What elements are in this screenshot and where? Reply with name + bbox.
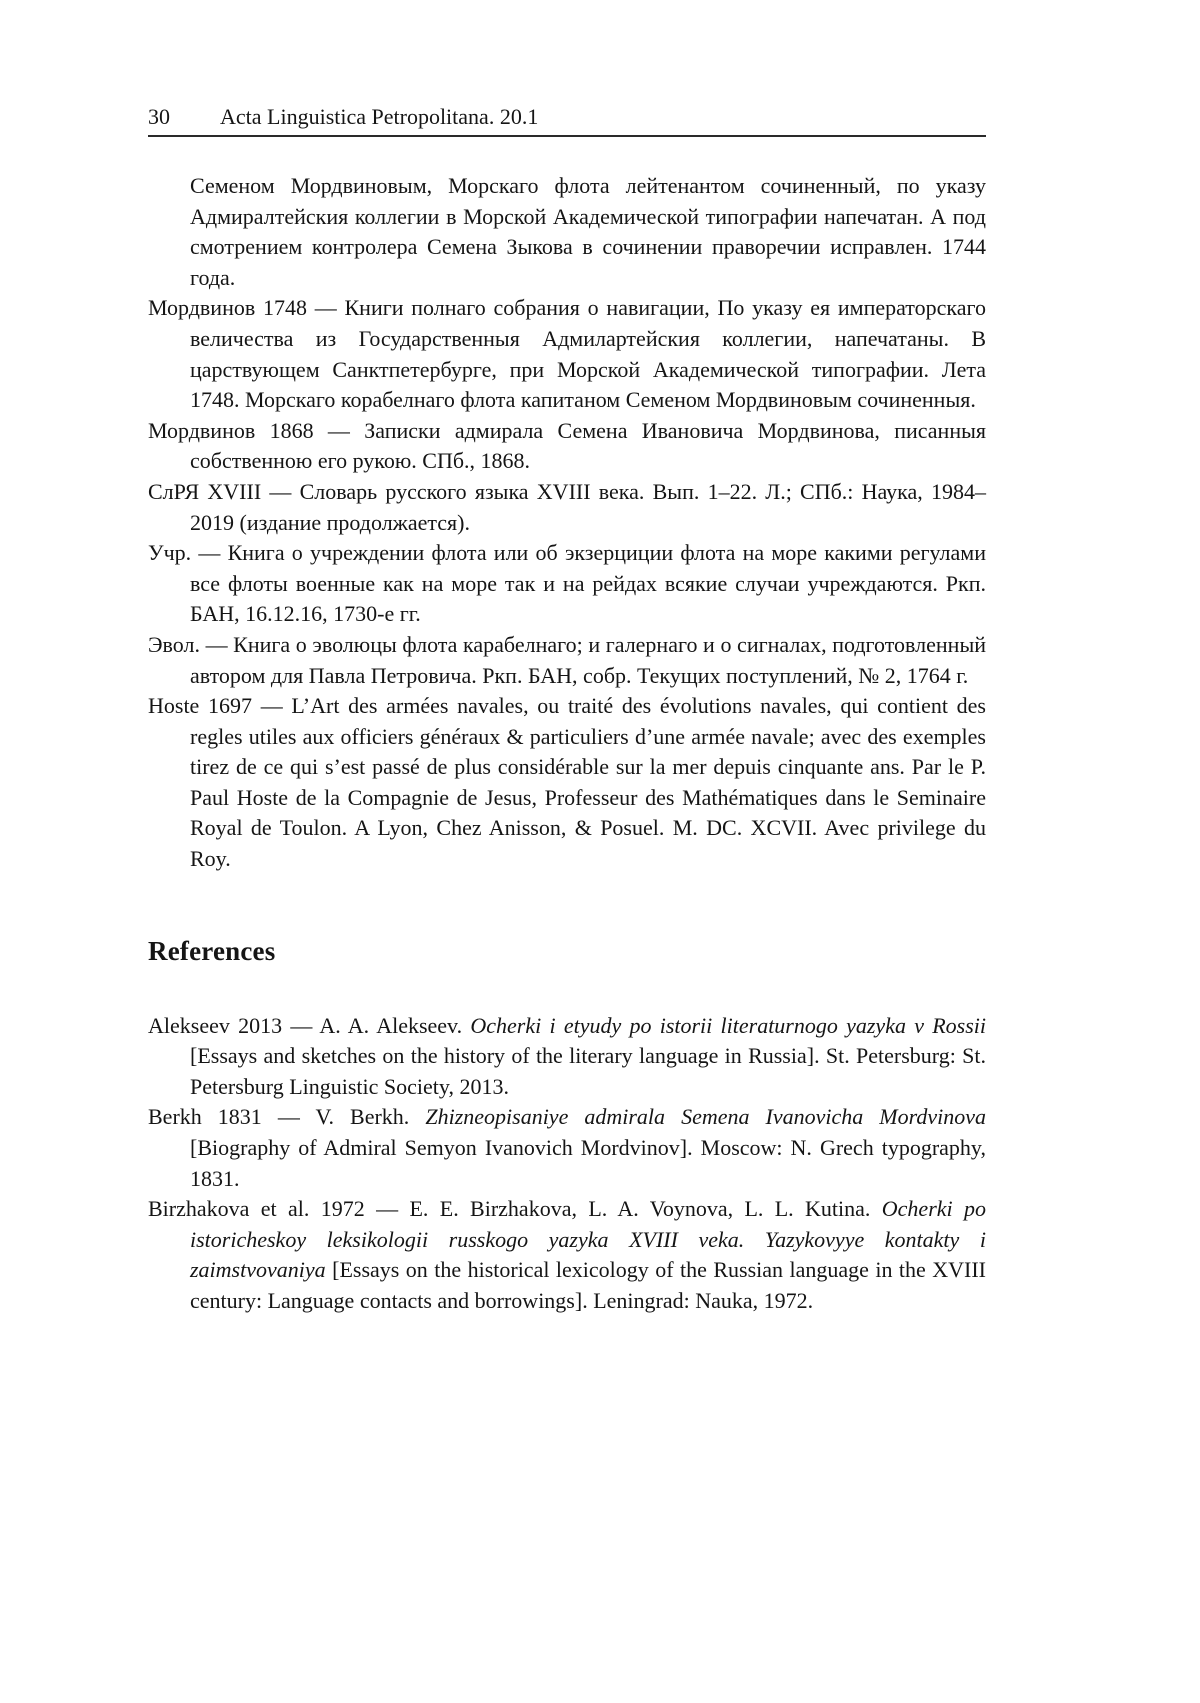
bibliography-section: [148, 171, 986, 875]
bibliography-entry: [148, 691, 986, 875]
bibliography-entry: [148, 171, 986, 293]
bibliography-entry: [148, 293, 986, 415]
entry-text: Эвол. — Книга о эволюцы флота карабелнаго; и галернаго и о сигналах, подготовленный автором для Павла Петровича. Ркп. БАН, собр. Текущих поступлений, № 2, 1764 г.: [148, 631, 986, 688]
entry-text: [Biography of Admiral Semyon Ivanovich Mordvinov]. Moscow: N. Grech typography, 1831.: [190, 1135, 986, 1191]
entry-text: Учр. — Книга о учреждении флота или об экзерциции флота на море какими регулами все флоты военные как на море так и на рейдах всякие случаи учреждаются. Ркп. БАН, 16.12.16, 1730-е гг.: [148, 540, 986, 627]
entry-text: Мордвинов 1748 — Книги полнаго собрания о навигации, По указу ея императорскаго величества из Государственныя Адмилартейския коллегии, напечатаны. В царствующем Санктпетербурге, при Морской Академической типографии. Лета 1748. Морскаго корабелнаго флота капитаном Семеном Мордвиновым сочиненныя.: [148, 295, 986, 413]
entry-text: [Essays on the historical lexicology of the Russian language in the XVIII century: Language contacts and borrowings]. Leningrad: Nauka, 1972.: [190, 1257, 986, 1313]
running-header: [148, 0, 986, 130]
entry-text: СлРЯ XVIII — Словарь русского языка XVIII века. Вып. 1–22. Л.; СПб.: Наука, 1984–2019 (издание продолжается).: [148, 478, 986, 535]
references-heading: References: [148, 935, 276, 966]
bibliography-entry: [148, 416, 986, 477]
entry-text: [Essays and sketches on the history of the literary language in Russia]. St. Petersburg: St. Petersburg Linguistic Society, 2013.: [190, 1043, 986, 1099]
bibliography-entry: [148, 630, 986, 691]
entry-text: Hoste 1697 — L’Art des armées navales, ou traité des évolutions navales, qui contient des regles utiles aux officiers généraux & particuliers d’une armée navale; avec des exemples tirez de ce qui s’est passé de plus considérable sur la mer depuis cinquante ans. Par le P. Paul Hoste de la Compagnie de Jesus, Professeur des Mathématiques dans le Seminaire Royal de Toulon. A Lyon, Chez Anisson, & Posuel. M. DC. XCVII. Avec privilege du Roy.: [148, 693, 986, 872]
entry-text: Мордвинов 1868 — Записки адмирала Семена Ивановича Мордвинова, писанныя собственною его рукою. СПб., 1868.: [148, 417, 986, 474]
header-rule: [148, 135, 986, 137]
running-title: Acta Linguistica Petropolitana. 20.1: [220, 104, 539, 129]
paper-page: [148, 0, 986, 1317]
bibliography-list: [148, 171, 986, 875]
bibliography-entry: [148, 538, 986, 630]
entry-text: Alekseev 2013 — A. A. Alekseev.: [148, 1012, 471, 1038]
page-number: 30: [148, 104, 170, 129]
entry-text: Birzhakova et al. 1972 — E. E. Birzhakova, L. A. Voynova, L. L. Kutina.: [148, 1196, 882, 1222]
references-list: [148, 1011, 986, 1317]
bibliography-entry: [148, 477, 986, 538]
entry-title-italic: Zhizneopisaniye admirala Semena Ivanovicha Mordvinova: [425, 1104, 986, 1130]
entry-title-italic: Ocherki i etyudy po istorii literaturnogo yazyka v Rossii: [470, 1012, 986, 1038]
reference-entry: [148, 1102, 986, 1194]
entry-text: Семеном Мордвиновым, Морскаго флота лейтенантом сочиненный, по указу Адмиралтейския коллегии в Морской Академической типографии напечатан. А под смотрением контролера Семена Зыкова в сочинении праворечии исправлен. 1744 года.: [190, 173, 986, 290]
reference-entry: [148, 1011, 986, 1103]
entry-title-italic: Ocherki po istoricheskoy leksikologii russkogo yazyka XVIII veka. Yazykovyye kontakty i zaimstvovaniya: [190, 1196, 986, 1283]
reference-entry: [148, 1194, 986, 1316]
entry-text: Berkh 1831 — V. Berkh.: [148, 1104, 426, 1130]
